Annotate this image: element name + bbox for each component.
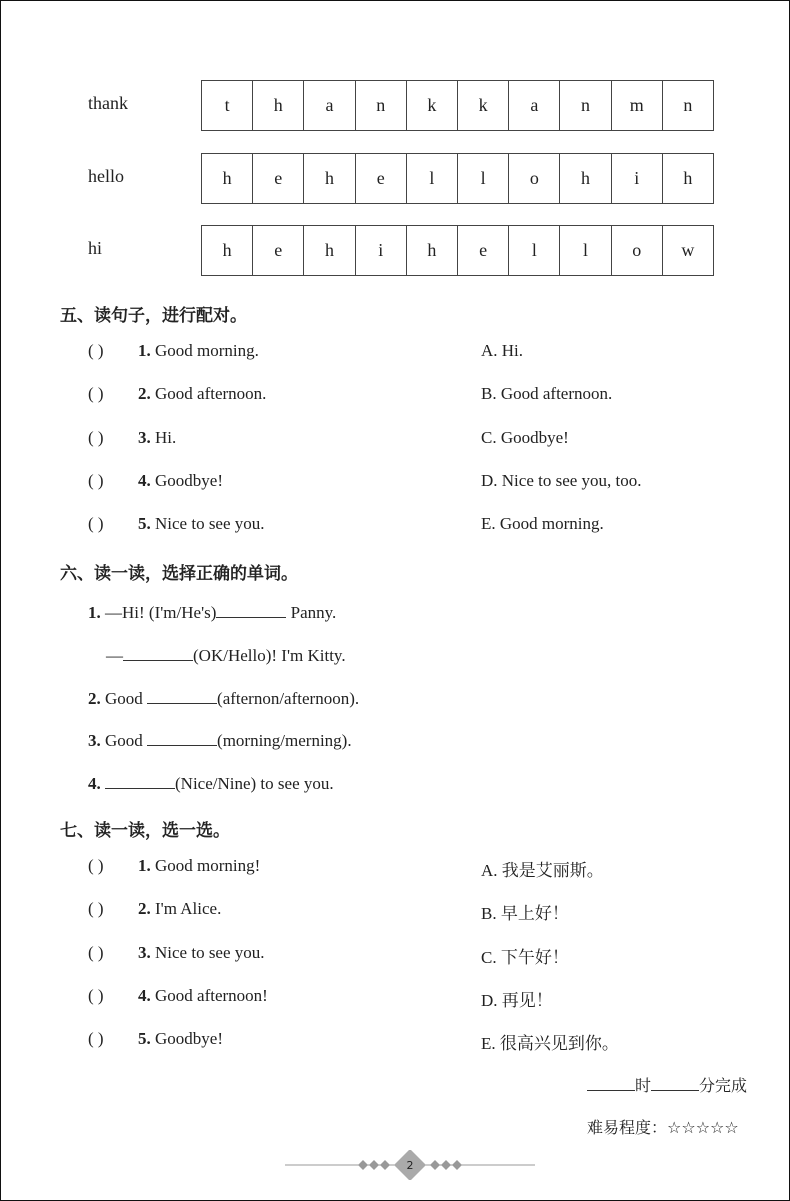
question-item xyxy=(138,986,268,1006)
letter-cell[interactable]: h xyxy=(407,226,458,275)
line-suffix: (Nice/Nine) to see you. xyxy=(175,774,334,794)
item-text: Goodbye! xyxy=(150,470,223,490)
minute-blank[interactable] xyxy=(651,1074,699,1091)
question-item xyxy=(138,428,176,448)
answer-option: B. 早上好！ xyxy=(481,904,569,924)
letter-cell[interactable]: o xyxy=(612,226,663,275)
answer-option: A. 我是艾丽斯。 xyxy=(481,861,604,880)
line-suffix: (afternon/afternoon). xyxy=(217,688,360,708)
line-prefix: Good xyxy=(100,688,148,708)
answer-parens[interactable]: ( ) xyxy=(88,1029,104,1049)
answer-blank[interactable] xyxy=(147,729,217,746)
letter-cell[interactable]: i xyxy=(356,226,407,275)
question-item xyxy=(138,943,265,963)
letter-cell[interactable]: k xyxy=(458,81,509,130)
letter-cell[interactable]: t xyxy=(202,81,253,130)
item-text: Good afternoon! xyxy=(150,985,268,1005)
answer-option: D. Nice to see you, too. xyxy=(481,470,642,490)
line-suffix: (OK/Hello)! I'm Kitty. xyxy=(193,645,346,665)
item-number: 1. xyxy=(88,603,101,622)
item-number: 5. xyxy=(138,1029,151,1049)
letter-cell[interactable]: h xyxy=(683,168,693,188)
answer-parens[interactable]: ( ) xyxy=(88,942,104,962)
letter-cell[interactable]: e xyxy=(356,154,407,203)
letter-cell[interactable]: n xyxy=(356,81,407,130)
letter-cell[interactable]: h xyxy=(304,226,355,275)
item-number: 3. xyxy=(138,427,151,447)
fill-in-line xyxy=(106,644,346,667)
question-item xyxy=(138,471,223,491)
target-word: hi xyxy=(88,238,103,258)
letter-cell[interactable]: e xyxy=(458,226,509,275)
item-text: Good afternoon. xyxy=(150,384,267,404)
target-word: hello xyxy=(88,166,124,186)
answer-parens[interactable]: ( ) xyxy=(88,384,104,404)
item-text: Good morning! xyxy=(150,856,261,875)
letter-cell[interactable]: a xyxy=(304,81,355,130)
page-number: 2 xyxy=(406,1159,414,1172)
answer-blank[interactable] xyxy=(105,772,175,789)
letter-cell[interactable]: m xyxy=(612,81,663,130)
line-suffix: Panny. xyxy=(286,603,337,622)
letter-grid xyxy=(201,153,714,204)
item-text: Nice to see you. xyxy=(150,514,265,534)
letter-cell[interactable]: e xyxy=(253,226,304,275)
letter-cell[interactable]: a xyxy=(509,81,560,130)
item-number: 2. xyxy=(88,688,101,708)
line-prefix: —Hi! (I'm/He's) xyxy=(100,603,217,622)
letter-cell[interactable]: i xyxy=(612,154,663,203)
item-number: 5. xyxy=(138,514,151,534)
line-prefix: Good xyxy=(100,731,148,751)
fill-in-line xyxy=(88,772,334,795)
section-title: 六、读一读，选择正确的单词。 xyxy=(60,564,298,584)
answer-option: B. Good afternoon. xyxy=(481,384,613,404)
question-item xyxy=(138,341,259,361)
item-number: 1. xyxy=(138,856,151,875)
line-suffix: (morning/merning). xyxy=(217,731,352,751)
answer-parens[interactable]: ( ) xyxy=(88,514,104,534)
item-number: 4. xyxy=(138,470,151,490)
letter-cell[interactable]: l xyxy=(509,226,560,275)
target-word: thank xyxy=(88,93,128,113)
item-number: 1. xyxy=(138,341,151,360)
letter-cell[interactable]: l xyxy=(458,154,509,203)
section-title: 七、读一读，选一选。 xyxy=(60,821,230,841)
question-item xyxy=(138,899,221,919)
item-text: Nice to see you. xyxy=(150,942,265,962)
answer-option: C. Goodbye! xyxy=(481,427,569,447)
letter-cell[interactable]: e xyxy=(253,154,304,203)
letter-cell[interactable]: h xyxy=(202,226,253,275)
letter-cell[interactable]: n xyxy=(560,81,611,130)
item-number: 3. xyxy=(88,731,101,751)
item-number: 2. xyxy=(138,384,151,404)
fill-in-line xyxy=(88,687,359,710)
answer-option: A. Hi. xyxy=(481,341,524,360)
difficulty-rating: 难易程度：☆☆☆☆☆ xyxy=(587,1118,739,1137)
hour-blank[interactable] xyxy=(587,1074,635,1091)
answer-parens[interactable]: ( ) xyxy=(88,899,104,919)
letter-cell[interactable]: h xyxy=(560,154,611,203)
letter-grid xyxy=(201,80,714,131)
answer-option: E. 很高兴见到你。 xyxy=(481,1034,619,1054)
item-number: 2. xyxy=(138,899,151,919)
letter-cell[interactable]: h xyxy=(202,154,253,203)
answer-blank[interactable] xyxy=(123,644,193,661)
letter-cell[interactable]: k xyxy=(407,81,458,130)
answer-option: E. Good morning. xyxy=(481,514,604,534)
letter-cell[interactable]: h xyxy=(253,81,304,130)
answer-parens[interactable]: ( ) xyxy=(88,470,104,490)
question-item xyxy=(138,384,266,404)
answer-parens[interactable]: ( ) xyxy=(88,985,104,1005)
answer-blank[interactable] xyxy=(216,601,286,618)
letter-cell[interactable]: w xyxy=(681,240,695,260)
letter-cell[interactable]: h xyxy=(304,154,355,203)
answer-parens[interactable]: ( ) xyxy=(88,341,104,360)
answer-parens[interactable]: ( ) xyxy=(88,427,104,447)
item-text: Good morning. xyxy=(150,341,259,360)
item-number: 3. xyxy=(138,942,151,962)
line-prefix: — xyxy=(106,645,123,665)
answer-option: C. 下午好！ xyxy=(481,947,569,967)
item-text: I'm Alice. xyxy=(150,899,222,919)
letter-cell[interactable]: l xyxy=(407,154,458,203)
item-number: 4. xyxy=(88,774,101,794)
item-number: 4. xyxy=(138,985,151,1005)
letter-cell[interactable]: l xyxy=(560,226,611,275)
item-text: Hi. xyxy=(150,427,177,447)
time-completed xyxy=(587,1073,747,1096)
question-item xyxy=(138,856,260,876)
letter-cell[interactable]: n xyxy=(683,95,693,115)
fill-in-line xyxy=(88,729,352,752)
answer-parens[interactable]: ( ) xyxy=(88,856,104,875)
section-title: 五、读句子，进行配对。 xyxy=(60,306,247,326)
answer-blank[interactable] xyxy=(147,687,217,704)
fill-in-line xyxy=(88,601,336,624)
page-number-ornament xyxy=(285,1150,535,1180)
hour-label: 时 xyxy=(635,1076,652,1095)
item-text: Goodbye! xyxy=(150,1029,223,1049)
letter-grid xyxy=(201,225,714,276)
question-item xyxy=(138,1029,223,1049)
minute-label: 分完成 xyxy=(699,1076,748,1095)
letter-cell[interactable]: o xyxy=(509,154,560,203)
question-item xyxy=(138,514,265,534)
answer-option: D. 再见！ xyxy=(481,990,553,1010)
